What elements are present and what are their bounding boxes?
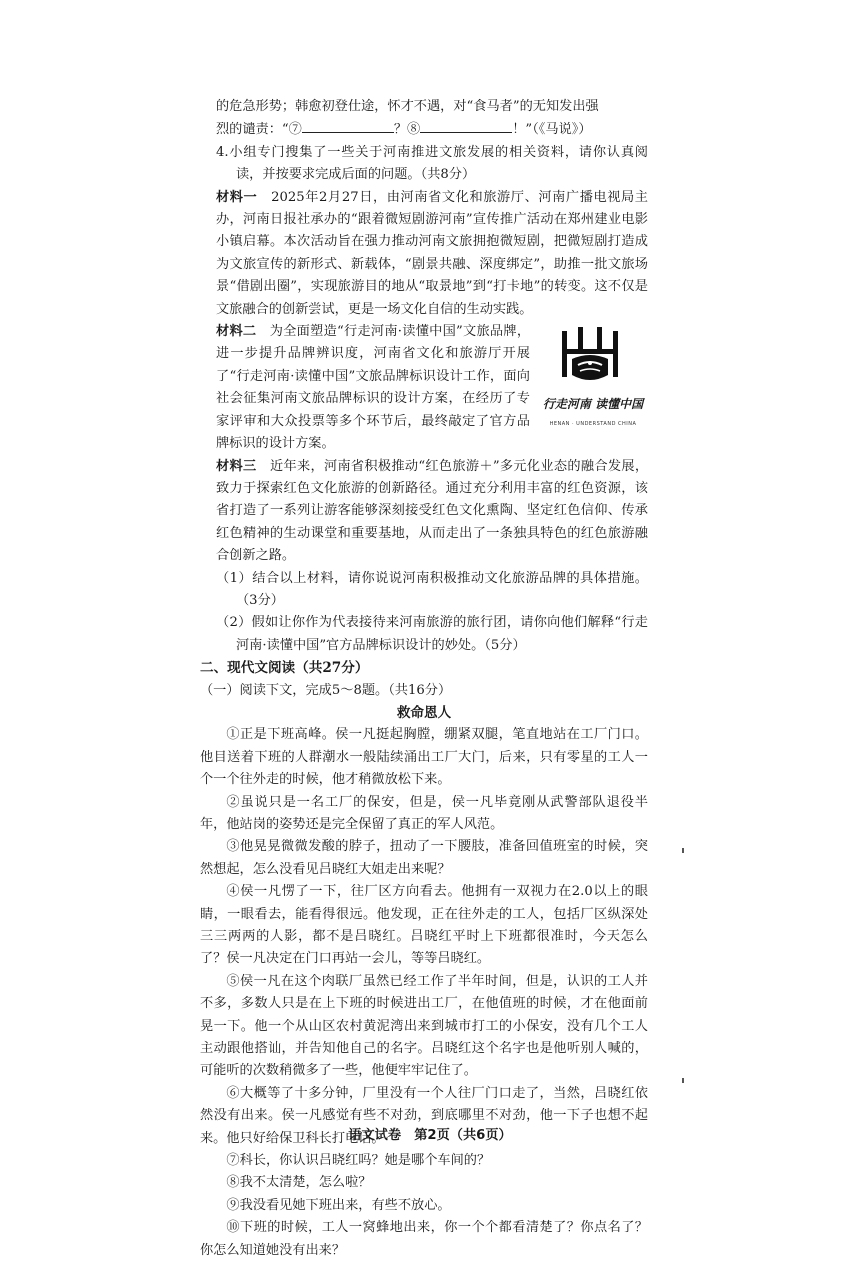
logo-subtitle: HENAN · UNDERSTAND CHINA bbox=[549, 421, 637, 428]
q3-tail-line1: 的危急形势；韩愈初登仕途，怀才不遇，对“食马者”的无知发出强 bbox=[216, 99, 599, 114]
passage-paragraph: ⑤侯一凡在这个肉联厂虽然已经工作了半年时间，但是，认识的工人并不多，多数人只是在上下班的时候进出工厂，在他值班的时候，才在他面前晃一下。他一个从山区农村黄泥湾出来到城市打工的小保安，没有几个工人主动跟他搭讪，并告知他自己的名字。吕晓红这个名字也是他听别人喊的，可能听的次数稍微多了一些，他便牢牢记住了。 bbox=[200, 973, 648, 1079]
scan-mark bbox=[682, 1078, 684, 1083]
henan-brand-logo-icon bbox=[558, 325, 622, 389]
passage-paragraph: ⑩下班的时候，工人一窝蜂地出来，你一个个都看清楚了？你点名了？你怎么知道她没有出来？ bbox=[200, 1220, 648, 1258]
answer-blank-7[interactable] bbox=[302, 118, 394, 133]
exam-page bbox=[200, 96, 648, 1262]
material-3: 材料三 近年来，河南省积极推动“红色旅游＋”多元化业态的融合发展，致力于探索红色文化旅游的创新路径。通过充分利用丰富的红色资源，该省打造了一系列让游客能够深刻接受红色文化熏陶、坚定红色信仰、传承红色精神的生动课堂和重要基地，从而走出了一条独具特色的红色旅游融合创新之路。 bbox=[216, 458, 649, 564]
material-2-label: 材料二 bbox=[216, 324, 257, 340]
passage-paragraph: ④侯一凡愣了一下，往厂区方向看去。他拥有一双视力在2.0以上的眼睛，一眼看去，能看得很远。他发现，正在往外走的工人，包括厂区纵深处三三两两的人影，都不是吕晓红。吕晓红平时上下班都很准时，今天怎么了？侯一凡决定在门口再站一会儿，等等吕晓红。 bbox=[200, 884, 648, 967]
answer-blank-8[interactable] bbox=[420, 118, 512, 133]
passage-body bbox=[200, 724, 648, 1262]
material-2: 行走河南 读懂中国 HENAN · UNDERSTAND CHINA 材料二 为全面塑造“行走河南·读懂中国”文旅品牌，进一步提升品牌辨识度，河南省文化和旅游厅开展了“行走河南·读懂中国”文旅品牌标识设计工作，面向社会征集河南文旅品牌标识的设计方案，在经历了专家评审和大众投票等多个环节后，最终敲定了官方品牌标识的设计方案。 bbox=[200, 321, 648, 455]
passage-title: 救命恩人 bbox=[396, 705, 452, 722]
scan-mark bbox=[682, 848, 684, 853]
passage-paragraph: ①正是下班高峰。侯一凡挺起胸膛，绷紧双腿，笔直地站在工厂门口。他目送着下班的人群潮水一般陆续涌出工厂大门，后来，只有零星的工人一个一个往外走的时候，他才稍微放松下来。 bbox=[200, 727, 648, 788]
question-4-prompt: 4.小组专门搜集了一些关于河南推进文旅发展的相关资料，请你认真阅读，并按要求完成后面的问题。（共8分） bbox=[216, 144, 648, 183]
section-2-subheading: （一）阅读下文，完成5～8题。（共16分） bbox=[200, 682, 452, 698]
question-4-sub2: （2）假如让你作为代表接待来河南旅游的旅行团，请你向他们解释“行走河南·读懂中国”官方品牌标识设计的妙处。（5分） bbox=[216, 615, 648, 653]
section-2-heading: 二、现代文阅读（共27分） bbox=[200, 660, 369, 677]
passage-paragraph: ③他晃晃微微发酸的脖子，扭动了一下腰肢，准备回值班室的时候，突然想起，怎么没看见吕晓红大姐走出来呢？ bbox=[200, 839, 648, 877]
question-4-sub1: （1）结合以上材料，请你说说河南积极推动文化旅游品牌的具体措施。（3分） bbox=[216, 570, 648, 608]
passage-paragraph: ⑨我没看见她下班出来，有些不放心。 bbox=[226, 1197, 451, 1213]
passage-paragraph: ⑦科长，你认识吕晓红吗？她是哪个车间的？ bbox=[226, 1153, 491, 1169]
brand-logo bbox=[538, 325, 648, 431]
material-1-label: 材料一 bbox=[216, 189, 258, 205]
passage-paragraph: ⑧我不太清楚，怎么啦？ bbox=[226, 1175, 372, 1191]
material-1: 材料一 2025年2月27日，由河南省文化和旅游厅、河南广播电视局主办，河南日报社承办的“跟着微短剧游河南”宣传推广活动在郑州建业电影小镇启幕。本次活动旨在强力推动河南文旅拥抱微短剧，把微短剧打造成为文旅宣传的新形式、新载体，“剧景共融、深度绑定”，助推一批文旅场景“借剧出圈”，实现旅游目的地从“取景地”到“打卡地”的转变。这不仅是文旅融合的创新尝试，更是一场文化自信的生动实践。 bbox=[216, 189, 648, 317]
material-3-label: 材料三 bbox=[216, 458, 257, 474]
passage-paragraph: ⑥大概等了十多分钟，厂里没有一个人往厂门口走了，当然，吕晓红依然没有出来。侯一凡感觉有些不对劲，到底哪里不对劲，他一下子也想不起来。他只好给保卫科长打电话。 bbox=[200, 1085, 648, 1146]
page-footer: 语文试卷 第2页（共6页） bbox=[348, 1128, 512, 1143]
logo-text: 行走河南 读懂中国 bbox=[542, 397, 644, 412]
q3-tail-line2: 烈的谴责：“⑦ ？⑧ ！”（《马说》） bbox=[200, 118, 648, 141]
passage-paragraph: ②虽说只是一名工厂的保安，但是，侯一凡毕竟刚从武警部队退役半年，他站岗的姿势还是完全保留了真正的军人风范。 bbox=[200, 794, 648, 832]
